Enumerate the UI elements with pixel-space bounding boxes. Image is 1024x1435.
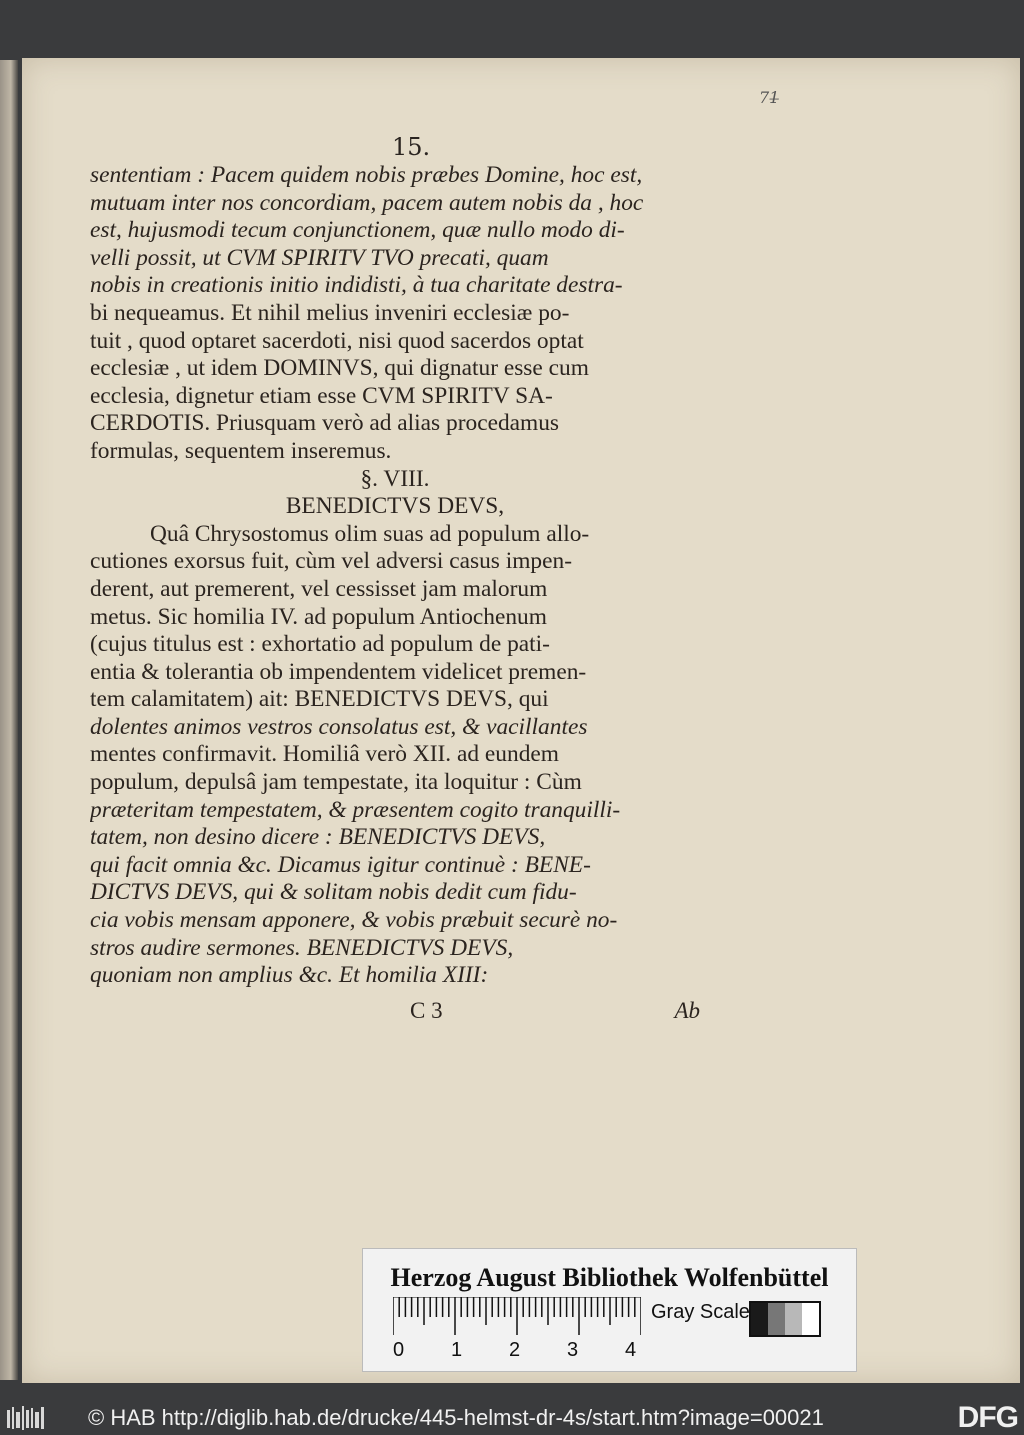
text-line: populum, depulsâ jam tempestate, ita loquitur : Cùm [90, 769, 582, 796]
text-line: mutuam inter nos concordiam, pacem autem nobis da , hoc [90, 189, 644, 216]
text-line: quoniam non amplius &c. Et homilia XIII: [90, 962, 489, 989]
gray-swatch [802, 1303, 819, 1335]
ruler-labels [393, 1339, 653, 1361]
copyright-url: © HAB http://diglib.hab.de/drucke/445-helmst-dr-4s/start.htm?image=00021 [88, 1405, 824, 1430]
text-line: ecclesia, dignetur etiam esse CVM SPIRITV SA- [90, 382, 553, 409]
text-line: dolentes animos vestros consolatus est, & vacillantes [90, 713, 588, 740]
text-line: sententiam : Pacem quidem nobis præbes Domine, hoc est, [90, 162, 643, 188]
text-line: tuit , quod optaret sacerdoti, nisi quod sacerdos optat [90, 327, 584, 354]
gray-swatch [785, 1303, 802, 1335]
ruler-label: 0 [393, 1339, 405, 1361]
text-line: cia vobis mensam apponere, & vobis præbuit securè no- [90, 907, 618, 934]
gray-swatch [751, 1303, 768, 1335]
text-line: derent, aut premerent, vel cessisset jam malorum [90, 575, 548, 602]
ruler-scale [393, 1297, 641, 1337]
library-color-card [362, 1248, 857, 1372]
folio-mark: 71̶ [759, 88, 780, 107]
hab-barcode-logo-icon [6, 1404, 46, 1432]
page-number: 15. [392, 133, 431, 161]
ruler-label: 4 [625, 1339, 637, 1361]
page-text [90, 162, 700, 990]
gray-scale-label: Gray Scale [651, 1301, 750, 1323]
text-line: (cujus titulus est : exhortatio ad populum de pati- [90, 631, 550, 658]
text-line: cutiones exorsus fuit, cùm vel adversi casus impen- [90, 548, 572, 575]
text-line: præteritam tempestatem, & præsentem cogito tranquilli- [90, 796, 621, 823]
text-line: Quâ Chrysostomus olim suas ad populum allo- [150, 520, 590, 547]
text-line: CERDOTIS. Priusquam verò ad alias procedamus [90, 410, 560, 437]
gray-swatch [768, 1303, 785, 1335]
text-line: entia & tolerantia ob impendentem videlicet premen- [90, 658, 587, 685]
catchword: Ab [674, 998, 700, 1023]
library-name: Herzog August Bibliothek Wolfenbüttel [390, 1263, 829, 1292]
dfg-logo: DFG [957, 1401, 1018, 1434]
text-line: DICTVS DEVS, qui & solitam nobis dedit cum fidu- [90, 879, 577, 906]
ruler-label: 2 [509, 1339, 521, 1361]
book-page [22, 58, 1020, 1383]
text-line: mentes confirmavit. Homiliâ verò XII. ad eundem [90, 741, 559, 768]
viewer-footer [0, 1400, 1024, 1435]
adjacent-page-edge [0, 60, 18, 1380]
page-footer-line [90, 998, 700, 1026]
text-line: tem calamitatem) ait: BENEDICTVS DEVS, qui [90, 686, 549, 713]
text-line: est, hujusmodi tecum conjunctionem, quæ nullo modo di- [90, 217, 625, 244]
text-line: ecclesiæ , ut idem DOMINVS, qui dignatur esse cum [90, 355, 589, 382]
text-line: bi nequeamus. Et nihil melius inveniri ecclesiæ po- [90, 299, 570, 326]
signature-mark: C 3 [410, 998, 443, 1023]
section-title: BENEDICTVS DEVS, [285, 493, 505, 520]
text-line: qui facit omnia &c. Dicamus igitur continuè : BENE- [90, 851, 591, 878]
text-line: velli possit, ut CVM SPIRITV TVO precati, quam [90, 244, 549, 271]
text-line: formulas, sequentem inseremus. [90, 437, 392, 464]
text-line: stros audire sermones. BENEDICTVS DEVS, [90, 934, 514, 961]
text-line: nobis in creationis initio indidisti, à tua charitate destra- [90, 272, 623, 299]
gray-scale-swatches [749, 1301, 821, 1337]
ruler-label: 3 [567, 1339, 579, 1361]
section-heading: §. VIII. [360, 465, 430, 492]
ruler-label: 1 [451, 1339, 463, 1361]
text-line: metus. Sic homilia IV. ad populum Antiochenum [90, 603, 547, 630]
text-line: tatem, non desino dicere : BENEDICTVS DEVS, [90, 824, 546, 851]
